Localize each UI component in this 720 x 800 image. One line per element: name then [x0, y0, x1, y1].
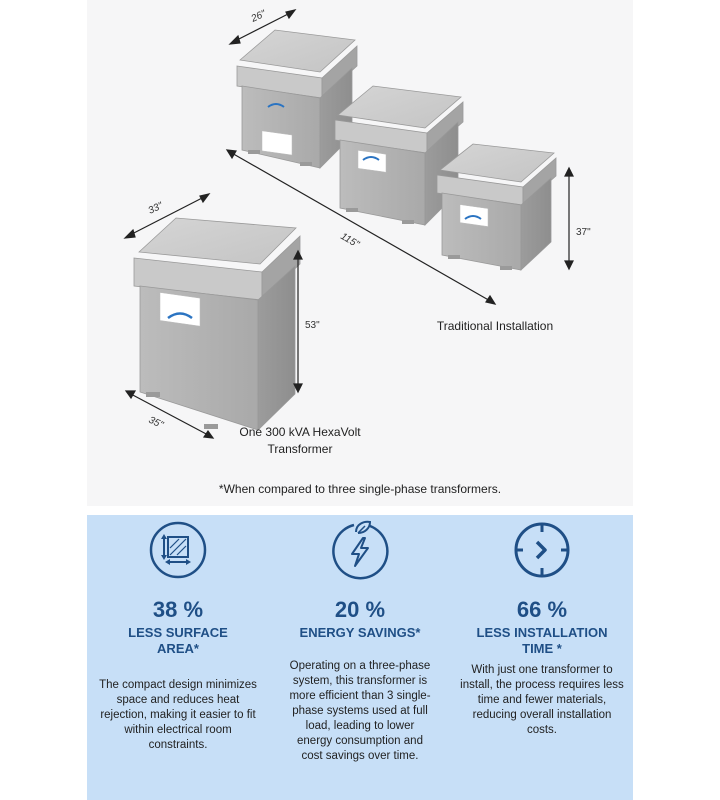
- benefits-panel: [87, 515, 633, 800]
- benefit-title-line2: AREA*: [157, 641, 199, 656]
- small-transformer: [237, 30, 357, 168]
- benefit-title: [87, 625, 269, 657]
- benefit-title: [269, 625, 451, 641]
- benefit-title-line1: LESS INSTALLATION: [476, 625, 608, 640]
- dim-large-width: 35": [146, 414, 165, 431]
- benefit-description: The compact design minimizes space and reduces heat rejection, making it easier to fit within electrical room constraints.: [99, 679, 257, 751]
- label-hexavolt-line2: Transformer: [267, 442, 333, 456]
- clock-arrow-icon: [512, 520, 572, 580]
- label-hexavolt-line1: One 300 kVA HexaVolt: [239, 425, 361, 439]
- benefit-title-line2: TIME *: [522, 641, 562, 656]
- benefit-percent: 20 %: [334, 597, 386, 622]
- dim-small-height: 37": [576, 227, 591, 238]
- benefit-percent: 38 %: [152, 597, 204, 622]
- benefit-description: Operating on a three-phase system, this transformer is more efficient than 3 single-phase systems used at full load, leading to lower energy consumption and cost savings over time.: [289, 660, 431, 762]
- surface-area-icon: [148, 520, 208, 580]
- footnote: *When compared to three single-phase transformers.: [218, 482, 502, 496]
- large-transformer: [134, 218, 300, 430]
- energy-leaf-bolt-icon: [330, 520, 390, 580]
- benefit-title-line1: ENERGY SAVINGS*: [299, 625, 421, 640]
- benefit-percent: 66 %: [516, 597, 568, 622]
- label-hexavolt: [210, 424, 390, 458]
- benefit-title-line1: LESS SURFACE: [128, 625, 228, 640]
- delta-logo-plate: [262, 131, 292, 155]
- small-transformer: [437, 144, 556, 270]
- delta-logo-plate: [160, 292, 200, 326]
- dim-small-length: 115": [338, 231, 361, 251]
- dim-large-height: 53": [305, 320, 320, 331]
- dim-small-depth: 26": [249, 8, 268, 25]
- delta-logo-plate: [358, 150, 386, 172]
- dim-large-depth: 33": [146, 200, 165, 217]
- benefit-title: [451, 625, 633, 657]
- benefit-description: With just one transformer to install, the process requires less time and fewer materials, reducing overall installation costs.: [460, 664, 624, 736]
- label-traditional-installation: Traditional Installation: [436, 319, 554, 333]
